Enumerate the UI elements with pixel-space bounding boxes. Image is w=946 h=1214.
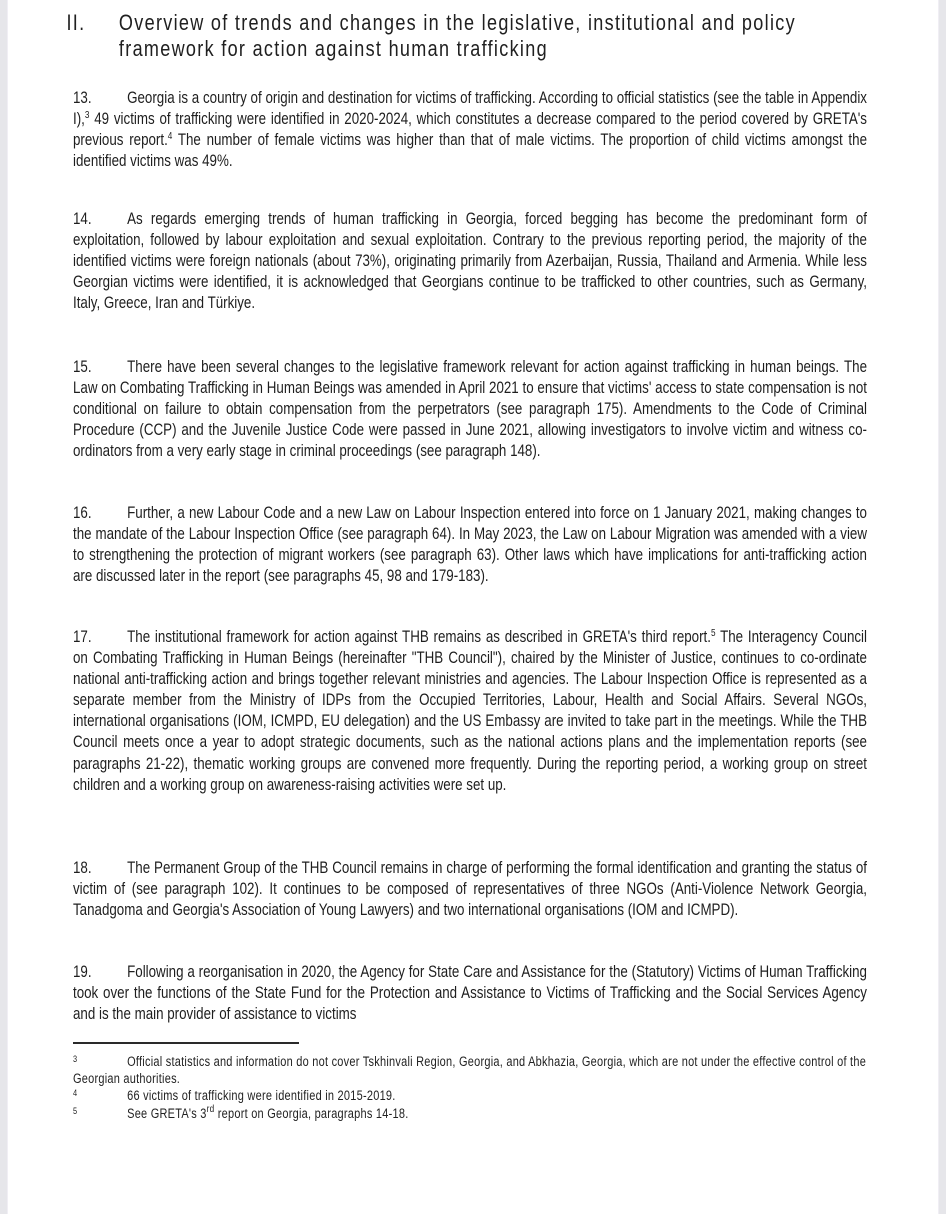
- paragraph-13: [73, 88, 867, 172]
- footnote-ref-5[interactable]: 5: [710, 628, 716, 639]
- footnote-text: Official statistics and information do not cover Tskhinvali Region, Georgia, and Abkhazia, Georgia, which are not under the effective control of the Georgian authorities.: [73, 1054, 867, 1087]
- section-heading: [66, 10, 867, 68]
- ordinal-suffix: rd: [206, 1103, 215, 1115]
- paragraph-text: Georgia is a country of origin and destination for victims of trafficking. According to official statistics (see the table in Appendix I),: [73, 89, 867, 129]
- paragraph-text: Further, a new Labour Code and a new Law on Labour Inspection entered into force on 1 January 2021, making changes to the mandate of the Labour Inspection Office (see paragraph 64). In May 2023, the Law on Labour Migration was amended with a view to strengthening the protection of migrant workers (see paragraph 63). Other laws which have implications for anti-trafficking action are discussed later in the report (see paragraphs 45, 98 and 179-183).: [73, 504, 867, 586]
- footnotes: [73, 1053, 867, 1122]
- paragraph-15: [73, 357, 867, 462]
- footnote-ref-3[interactable]: 3: [84, 110, 90, 122]
- paragraph-number: 19.: [73, 963, 92, 981]
- paragraph-number: 18.: [73, 859, 92, 877]
- paragraph-14: [73, 209, 867, 314]
- paragraph-text: 49 victims of trafficking were identified in 2020-2024, which constitutes a decrease compared to the period covered by GRETA's previous report.: [73, 110, 867, 150]
- paragraph-text: As regards emerging trends of human trafficking in Georgia, forced begging has become the predominant form of exploitation, followed by labour exploitation and sexual exploitation. Contrary to the previous reporting period, the majority of the identified victims were foreign nationals (about 73%), originating primarily from Azerbaijan, Russia, Thailand and Armenia. While less Georgian victims were identified, it is acknowledged that Georgians continue to be trafficked to other countries, such as Germany, Italy, Greece, Iran and Türkiye.: [73, 210, 867, 313]
- paragraph-16: [73, 503, 867, 587]
- paragraph-17: [73, 627, 867, 796]
- paragraph-number: 13.: [73, 89, 92, 107]
- paragraph-text: There have been several changes to the legislative framework relevant for action against trafficking in human beings. The Law on Combating Trafficking in Human Beings was amended in April 2021 to ensure that victims' access to state compensation is not conditional on failure to obtain compensation from the perpetrators (see paragraph 175). Amendments to the Code of Criminal Procedure (CCP) and the Juvenile Justice Code were passed in June 2021, allowing investigators to involve victim and witness co-ordinators from a very early stage in criminal proceedings (see paragraph 148).: [73, 358, 867, 461]
- paragraph-number: 14.: [73, 210, 92, 228]
- paragraph-number: 15.: [73, 358, 92, 376]
- footnote-text: report on Georgia, paragraphs 14-18.: [214, 1105, 409, 1121]
- footnote-4: 4 66 victims of trafficking were identified in 2015-2019.: [73, 1088, 396, 1104]
- paragraph-text: The Interagency Council on Combating Trafficking in Human Beings (hereinafter "THB Council"), chaired by the Minister of Justice, continues to co-ordinate national anti-trafficking action and brings together relevant ministries and agencies. The Labour Inspection Office is represented as a separate member from the Ministry of IDPs from the Occupied Territories, Labour, Health and Social Affairs. Several NGOs, international organisations (IOM, ICMPD, EU delegation) and the US Embassy are invited to take part in the meetings. While the THB Council meets once a year to adopt strategic documents, such as the national actions plans and the implementation reports (see paragraphs 21-22), thematic working groups are convened more frequently. During the reporting period, a working group on street children and a working group on awareness-raising activities were set up.: [73, 628, 867, 794]
- footnote-3: 3 Official statistics and information do not cover Tskhinvali Region, Georgia, and Abkhazia, Georgia, which are not under the effective control of the Georgian authorities.: [73, 1054, 867, 1087]
- footnote-5: 5 See GRETA's 3rd report on Georgia, paragraphs 14-18.: [73, 1103, 409, 1121]
- footnote-text: 66 victims of trafficking were identified in 2015-2019.: [127, 1088, 396, 1104]
- footnote-ref-4[interactable]: 4: [167, 131, 173, 143]
- paragraph-number: 17.: [73, 628, 92, 646]
- section-title: Overview of trends and changes in the legislative, institutional and policy framework for action against human trafficking: [118, 10, 796, 61]
- paragraph-number: 16.: [73, 504, 92, 522]
- footnote-text: See GRETA's 3: [127, 1105, 207, 1121]
- document-page: [66, 0, 867, 1121]
- paragraph-18: [73, 858, 867, 921]
- page-edge-left: [0, 0, 8, 1214]
- paragraph-text: The Permanent Group of the THB Council remains in charge of performing the formal identification and granting the status of victim of (see paragraph 102). It continues to be composed of representatives of three NGOs (Anti-Violence Network Georgia, Tanadgoma and Georgia's Association of Young Lawyers) and two international organisations (IOM and ICMPD).: [73, 859, 867, 920]
- paragraph-text: The number of female victims was higher than that of male victims. The proportion of child victims amongst the identified victims was 49%.: [73, 131, 867, 171]
- paragraph-text: The institutional framework for action against THB remains as described in GRETA's third report.: [127, 628, 711, 646]
- paragraph-text: Following a reorganisation in 2020, the Agency for State Care and Assistance for the (Statutory) Victims of Human Trafficking took over the functions of the State Fund for the Protection and Assistance to Victims of Trafficking and the Social Services Agency and is the main provider of assistance to victims: [73, 963, 867, 1024]
- footnote-separator: [73, 1042, 299, 1044]
- page-edge-right: [938, 0, 946, 1214]
- section-number: II.: [66, 10, 86, 35]
- paragraph-19: [73, 962, 867, 1025]
